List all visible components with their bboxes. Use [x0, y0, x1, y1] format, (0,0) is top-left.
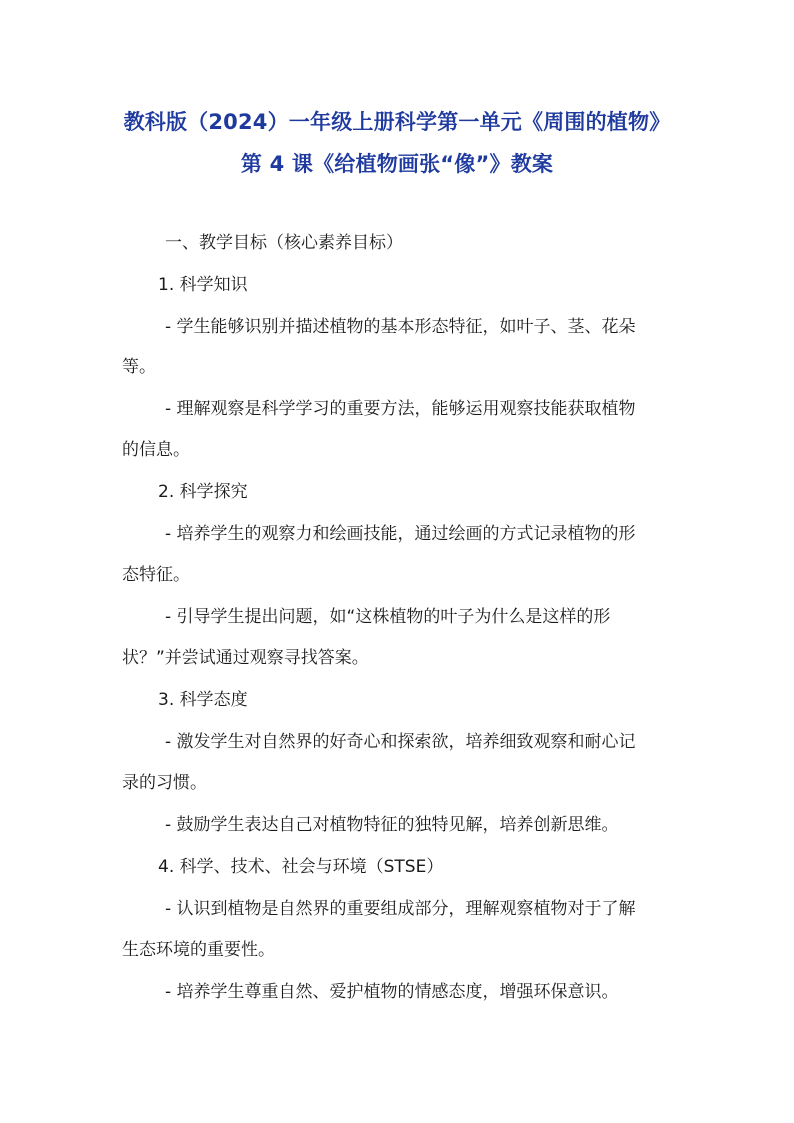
paragraph-line: 录的习惯。: [122, 773, 207, 793]
paragraph-line: - 激发学生对自然界的好奇心和探索欲，培养细致观察和耐心记: [165, 732, 636, 752]
paragraph-line: - 培养学生尊重自然、爱护植物的情感态度，增强环保意识。: [165, 982, 619, 1002]
item-heading: 2. 科学探究: [158, 482, 248, 502]
document-title-line-2: 第 4 课《给植物画张“像”》教案: [240, 152, 554, 176]
paragraph-line: - 学生能够识别并描述植物的基本形态特征，如叶子、茎、花朵: [165, 317, 636, 337]
paragraph-line: - 理解观察是科学学习的重要方法，能够运用观察技能获取植物: [165, 399, 636, 419]
paragraph-line: 态特征。: [122, 565, 190, 585]
paragraph-line: 生态环境的重要性。: [122, 940, 275, 960]
item-heading: 3. 科学态度: [158, 690, 248, 710]
item-heading: 4. 科学、技术、社会与环境（STSE）: [158, 857, 444, 877]
section-heading: 一、教学目标（核心素养目标）: [165, 233, 403, 253]
paragraph-line: - 鼓励学生表达自己对植物特征的独特见解，培养创新思维。: [165, 815, 619, 835]
paragraph-line: 等。: [122, 357, 156, 377]
paragraph-line: - 培养学生的观察力和绘画技能，通过绘画的方式记录植物的形: [165, 524, 636, 544]
paragraph-line: 状？”并尝试通过观察寻找答案。: [122, 648, 369, 668]
item-heading: 1. 科学知识: [158, 275, 248, 295]
paragraph-line: - 认识到植物是自然界的重要组成部分，理解观察植物对于了解: [165, 899, 636, 919]
paragraph-line: - 引导学生提出问题，如“这株植物的叶子为什么是这样的形: [165, 607, 611, 627]
paragraph-line: 的信息。: [122, 440, 190, 460]
document-title-line-1: 教科版（2024）一年级上册科学第一单元《周围的植物》: [123, 110, 671, 134]
